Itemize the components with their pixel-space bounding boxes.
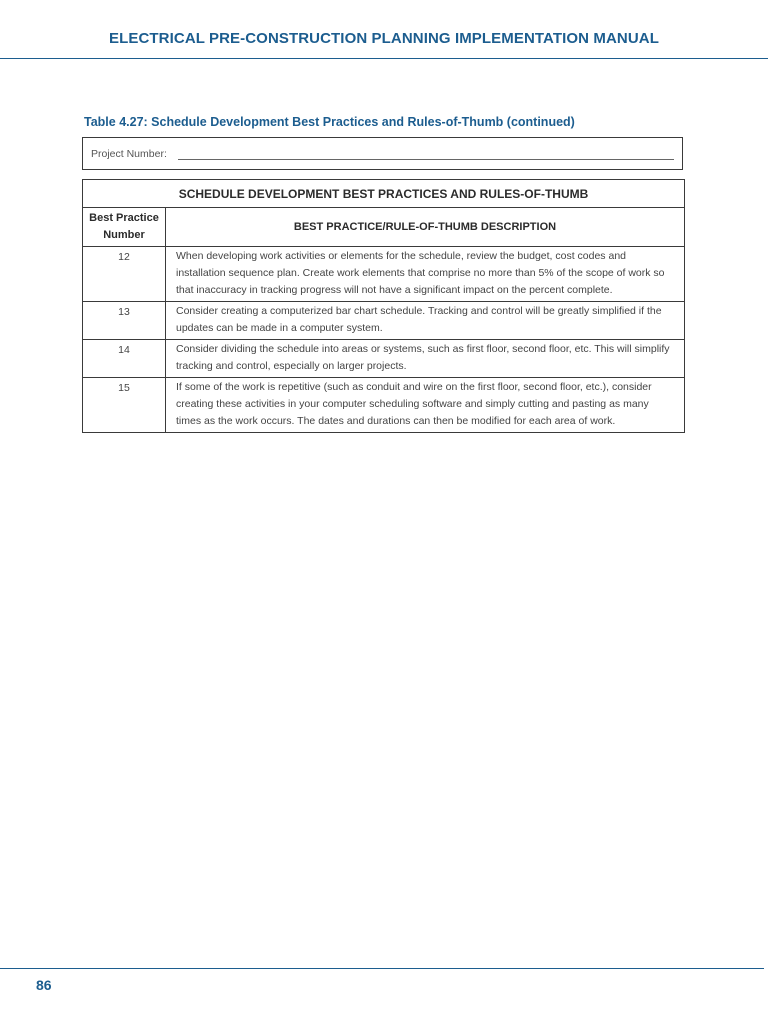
column-header-number: Best Practice Number — [83, 208, 166, 247]
table-row — [83, 247, 685, 302]
table-row — [83, 340, 685, 378]
page-number: 86 — [36, 977, 52, 993]
practice-description: Consider creating a computerized bar chart schedule. Tracking and control will be greatly simplified if the updates can be made in a computer system. — [166, 302, 685, 340]
table-row — [83, 378, 685, 433]
header-rule — [0, 58, 768, 59]
practice-number: 13 — [83, 302, 166, 340]
practice-description: Consider dividing the schedule into areas or systems, such as first floor, second floor, etc. This will simplify tracking and control, especially on larger projects. — [166, 340, 685, 378]
project-number-blank-line — [178, 159, 674, 160]
column-header-description: BEST PRACTICE/RULE-OF-THUMB DESCRIPTION — [166, 208, 685, 247]
table-title: SCHEDULE DEVELOPMENT BEST PRACTICES AND RULES-OF-THUMB — [83, 180, 685, 208]
running-header: ELECTRICAL PRE-CONSTRUCTION PLANNING IMPLEMENTATION MANUAL — [109, 30, 659, 47]
practice-number: 12 — [83, 247, 166, 302]
best-practices-table — [82, 179, 685, 433]
project-number-label: Project Number: — [91, 148, 167, 160]
table-row — [83, 302, 685, 340]
project-number-box — [82, 137, 683, 170]
practice-number: 15 — [83, 378, 166, 433]
practice-number: 14 — [83, 340, 166, 378]
footer-rule — [0, 968, 764, 969]
practice-description: If some of the work is repetitive (such as conduit and wire on the first floor, second floor, etc.), consider creating these activities in your computer scheduling software and simply cutting and pasting as many times as the work occurs. The dates and durations can then be modified for each area of work. — [166, 378, 685, 433]
practice-description: When developing work activities or elements for the schedule, review the budget, cost codes and installation sequence plan. Create work elements that comprise no more than 5% of the scope of work so that inaccuracy in tracking progress will not have a significant impact on the percent complete. — [166, 247, 685, 302]
table-caption: Table 4.27: Schedule Development Best Practices and Rules-of-Thumb (continued) — [84, 115, 575, 129]
